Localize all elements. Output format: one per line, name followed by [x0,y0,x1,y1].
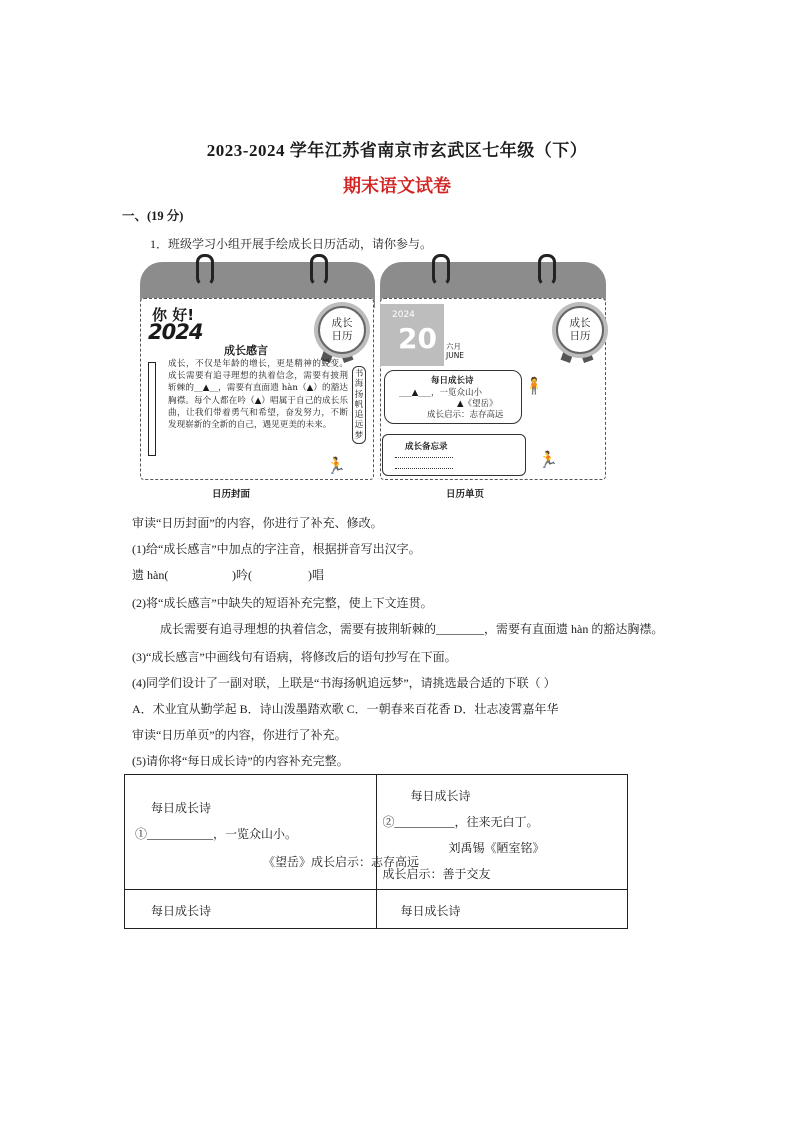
cover-year: 2024 [148,320,203,344]
text-line-7: (4)同学们设计了一副对联，上联是“书海扬帆追远梦”，请挑选最合适的下联（ ） [132,676,556,690]
question-1-prompt: 1．班级学习小组开展手绘成长日历活动，请你参与。 [150,237,433,251]
table-cell [125,775,420,890]
table-cell [125,890,377,929]
poem-title: 每日成长诗 [431,376,474,386]
page-month [446,342,464,360]
text-line-9: 审读“日历单页”的内容，你进行了补充。 [132,728,347,742]
poem-line-1: ___▲___，一览众山小 [399,388,483,398]
badge-line: 日历 [331,330,353,342]
couplet-char: 追 [354,410,364,421]
cell-title: 每日成长诗 [151,801,212,815]
couplet-char: 帆 [354,399,364,410]
badge-line: 成长 [569,317,591,329]
page-badge [556,306,604,354]
cell-line: ①___________，一览众山小。 [135,827,298,841]
text-line-3b: )吟( [232,568,252,582]
cell-source: 刘禹锡《陋室铭》 [448,841,545,855]
text-line-6: (3)“成长感言”中画线句有语病，将修改后的语句抄写在下面。 [132,650,457,664]
poem-line-2: ▲《望岳》 [457,399,498,409]
poem-table [124,774,628,929]
binder-ring-icon [196,254,214,286]
couplet-char: 海 [354,379,364,390]
cover-side-bar [148,362,156,456]
page-subtitle: 期末语文试卷 [343,176,451,196]
page-caption: 日历单页 [446,489,485,500]
text-line-8: A．术业宜从勤学起 B．诗山泼墨踏欢歌 C．一朝春来百花香 D．壮志凌霄嘉年华 [132,702,559,716]
badge-line: 成长 [331,317,353,329]
running-figure-icon: 🏃 [326,456,346,475]
calendar-illustration [140,262,606,500]
text-line-3c: )唱 [308,568,324,582]
text-line-3a: 遗 hàn( [132,568,169,582]
text-line-2: (1)给“成长感言”中加点的字注音，根据拼音写出汉字。 [132,542,421,556]
binder-ring-icon [538,254,556,286]
cover-caption: 日历封面 [212,489,251,500]
text-line-1: 审读“日历封面”的内容，你进行了补充、修改。 [132,516,383,530]
cover-badge [318,306,366,354]
cover-greeting: 你 好! [152,306,195,324]
binder-ring-icon [432,254,450,286]
cell-source: 《望岳》成长启示：志存高远 [263,855,420,869]
stairs-figure-icon: 🏃 [538,450,558,469]
page-year: 2024 [392,310,415,320]
page-day: 20 [398,322,437,355]
badge-line: 日历 [569,330,591,342]
month-en: JUNE [446,351,465,360]
waving-figure-icon: 🧍 [524,376,544,395]
text-line-4: (2)将“成长感言”中缺失的短语补充完整，使上下文连贯。 [132,596,433,610]
cover-body-text: 成长，不仅是年龄的增长，更是精神的蜕变。成长需要有追寻理想的执着信念，需要有披荆斩棘的__▲__，需要有直面遗 hàn（▲）的豁达胸襟。每个人都在吟（▲）唱属于自己的成长乐曲，让我们带着勇气和希望，奋发努力，不断发现崭新的全新的自己，遇见更美的未来。 [168,359,348,431]
text-line-10: (5)请你将“每日成长诗”的内容补充完整。 [132,754,349,768]
couplet-char: 扬 [354,389,364,400]
couplet-char: 书 [354,369,364,379]
month-cn: 六月 [446,342,461,351]
memo-box [382,434,526,476]
daily-poem-box [384,370,522,424]
couplet-char: 梦 [354,430,364,441]
couplet-char: 远 [354,420,364,431]
cell-title: 每日成长诗 [410,789,471,803]
cell-note: 成长启示：善于交友 [382,867,491,881]
binder-ring-icon [310,254,328,286]
cell-title: 每日成长诗 [151,904,212,918]
cover-heading: 成长感言 [224,344,268,357]
page-title: 2023-2024 学年江苏省南京市玄武区七年级（下） [206,141,588,160]
cell-title: 每日成长诗 [400,904,461,918]
table-cell [376,890,628,929]
section-heading: 一、(19 分) [122,209,184,223]
memo-title: 成长备忘录 [405,442,448,452]
memo-lines [395,457,453,469]
text-line-5: 成长需要有追寻理想的执着信念，需要有披荆斩棘的________，需要有直面遗 hàn 的豁达胸襟。 [160,622,664,636]
couplet-vertical [352,366,366,444]
table-cell [376,775,628,890]
poem-note: 成长启示：志存高远 [427,410,504,420]
cell-line: ②__________，往来无白丁。 [382,815,539,829]
